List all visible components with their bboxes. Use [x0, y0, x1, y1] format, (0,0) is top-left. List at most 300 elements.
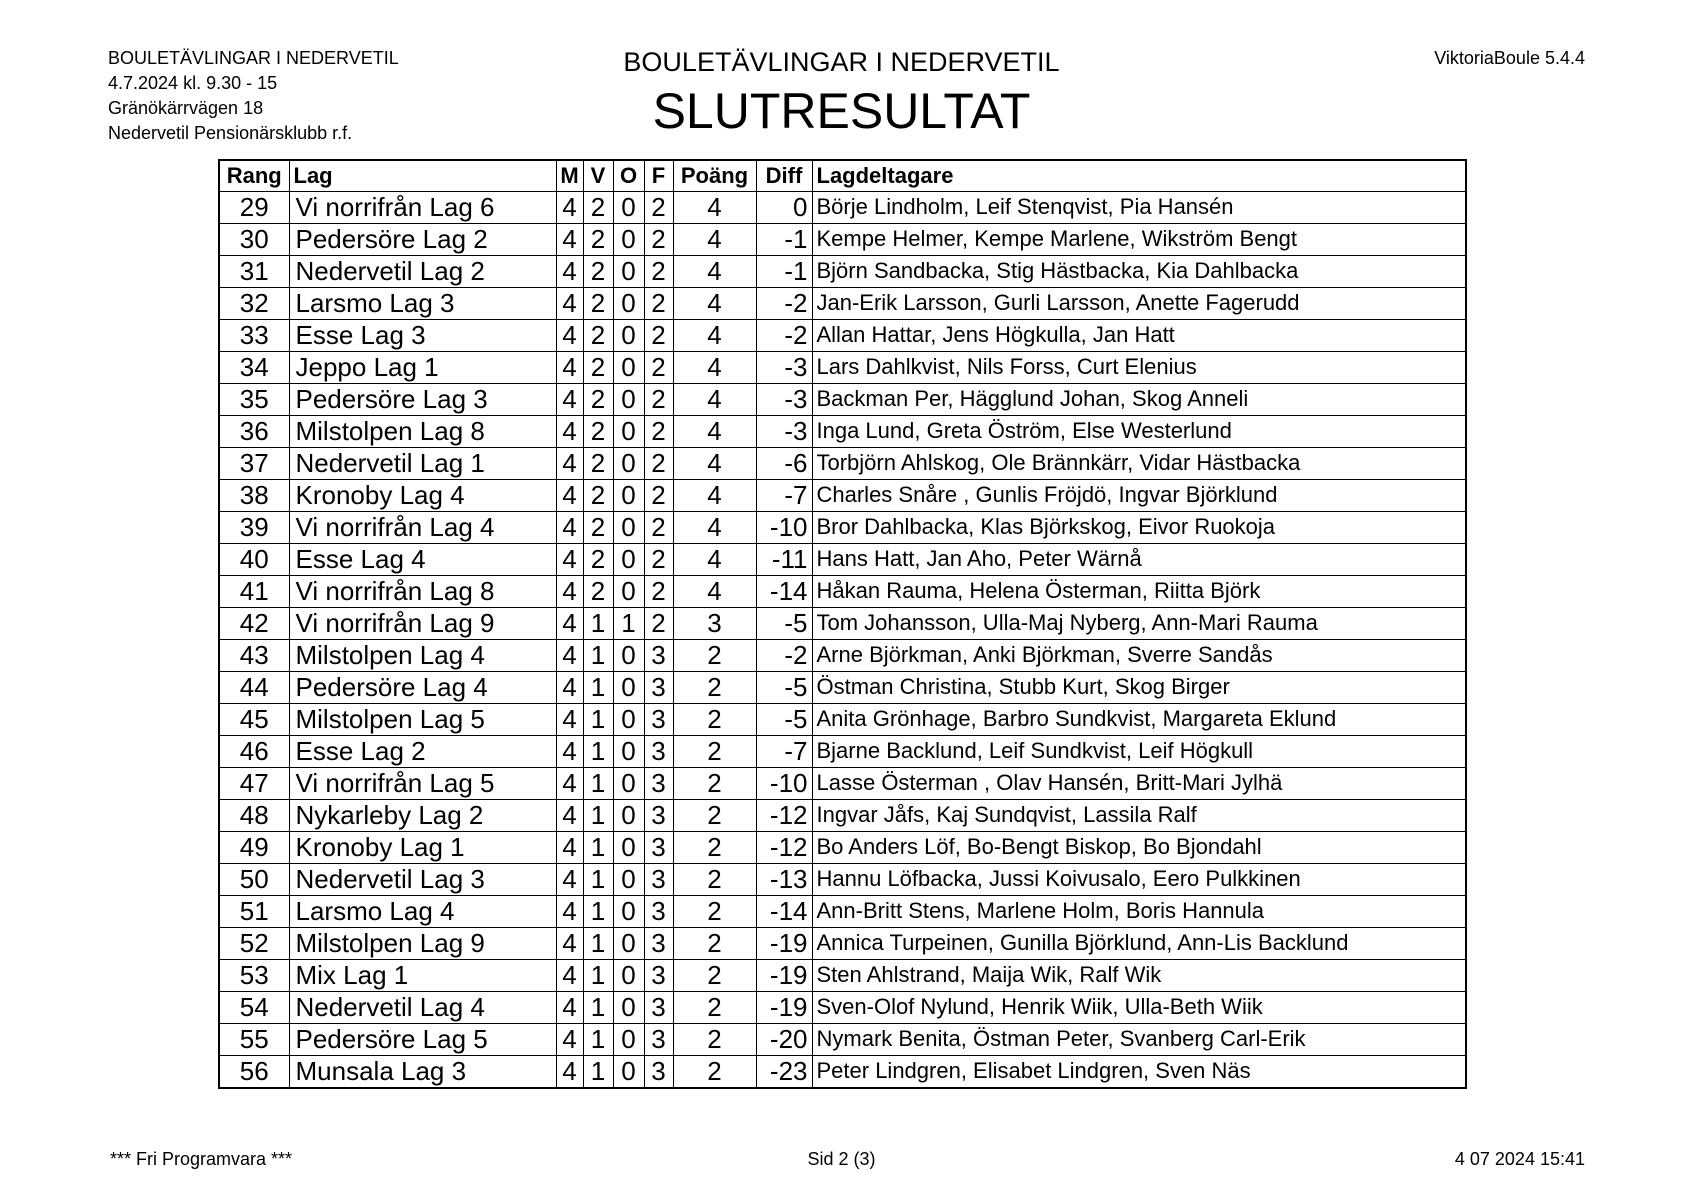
cell-o: 0: [613, 383, 644, 415]
cell-diff: -2: [756, 319, 812, 351]
cell-poang: 2: [673, 639, 756, 671]
cell-poang: 4: [673, 223, 756, 255]
cell-lagdeltagare: Annica Turpeinen, Gunilla Björklund, Ann-Lis Backlund: [812, 927, 1466, 959]
cell-lagdeltagare: Håkan Rauma, Helena Österman, Riitta Björk: [812, 575, 1466, 607]
cell-v: 2: [583, 511, 613, 543]
cell-f: 3: [644, 1023, 673, 1055]
cell-lag: Esse Lag 3: [289, 319, 556, 351]
cell-m: 4: [556, 991, 583, 1023]
cell-m: 4: [556, 543, 583, 575]
cell-rang: 54: [219, 991, 289, 1023]
cell-v: 2: [583, 543, 613, 575]
cell-lagdeltagare: Backman Per, Hägglund Johan, Skog Anneli: [812, 383, 1466, 415]
cell-o: 0: [613, 959, 644, 991]
col-header-lag: Lag: [289, 160, 556, 191]
cell-poang: 4: [673, 415, 756, 447]
table-row: [219, 1023, 1466, 1055]
cell-v: 1: [583, 927, 613, 959]
page-subtitle: SLUTRESULTAT: [652, 83, 1031, 139]
cell-lagdeltagare: Börje Lindholm, Leif Stenqvist, Pia Hansén: [812, 191, 1466, 223]
cell-o: 0: [613, 1023, 644, 1055]
cell-poang: 3: [673, 607, 756, 639]
table-row: [219, 319, 1466, 351]
cell-o: 0: [613, 735, 644, 767]
col-header-rang: Rang: [219, 160, 289, 191]
cell-diff: -3: [756, 351, 812, 383]
table-row: [219, 767, 1466, 799]
cell-poang: 4: [673, 191, 756, 223]
cell-v: 1: [583, 863, 613, 895]
cell-f: 2: [644, 543, 673, 575]
cell-lag: Pedersöre Lag 5: [289, 1023, 556, 1055]
cell-lag: Milstolpen Lag 8: [289, 415, 556, 447]
table-row: [219, 415, 1466, 447]
cell-lag: Nedervetil Lag 4: [289, 991, 556, 1023]
table-row: [219, 703, 1466, 735]
cell-lag: Nykarleby Lag 2: [289, 799, 556, 831]
col-header-v: V: [583, 160, 613, 191]
cell-rang: 53: [219, 959, 289, 991]
cell-f: 3: [644, 831, 673, 863]
cell-f: 2: [644, 575, 673, 607]
table-row: [219, 863, 1466, 895]
cell-diff: -19: [756, 991, 812, 1023]
cell-lagdeltagare: Charles Snåre , Gunlis Fröjdö, Ingvar Björklund: [812, 479, 1466, 511]
cell-lagdeltagare: Bjarne Backlund, Leif Sundkvist, Leif Högkull: [812, 735, 1466, 767]
cell-v: 1: [583, 703, 613, 735]
cell-f: 2: [644, 287, 673, 319]
cell-rang: 51: [219, 895, 289, 927]
cell-v: 2: [583, 255, 613, 287]
table-row: [219, 895, 1466, 927]
cell-diff: -1: [756, 223, 812, 255]
cell-f: 3: [644, 991, 673, 1023]
cell-diff: -5: [756, 671, 812, 703]
cell-m: 4: [556, 703, 583, 735]
cell-f: 3: [644, 895, 673, 927]
cell-lagdeltagare: Ann-Britt Stens, Marlene Holm, Boris Hannula: [812, 895, 1466, 927]
cell-diff: -14: [756, 575, 812, 607]
cell-poang: 2: [673, 1023, 756, 1055]
table-row: [219, 447, 1466, 479]
cell-o: 0: [613, 191, 644, 223]
table-row: [219, 799, 1466, 831]
cell-o: 0: [613, 1055, 644, 1088]
cell-diff: -23: [756, 1055, 812, 1088]
table-row: [219, 255, 1466, 287]
cell-lagdeltagare: Anita Grönhage, Barbro Sundkvist, Margareta Eklund: [812, 703, 1466, 735]
table-row: [219, 831, 1466, 863]
cell-lagdeltagare: Hannu Löfbacka, Jussi Koivusalo, Eero Pulkkinen: [812, 863, 1466, 895]
cell-poang: 4: [673, 287, 756, 319]
cell-rang: 37: [219, 447, 289, 479]
cell-f: 3: [644, 703, 673, 735]
cell-diff: -5: [756, 607, 812, 639]
cell-v: 1: [583, 639, 613, 671]
cell-f: 2: [644, 351, 673, 383]
cell-lagdeltagare: Lasse Österman , Olav Hansén, Britt-Mari Jylhä: [812, 767, 1466, 799]
cell-v: 2: [583, 319, 613, 351]
table-row: [219, 191, 1466, 223]
cell-rang: 50: [219, 863, 289, 895]
cell-v: 1: [583, 991, 613, 1023]
table-row: [219, 991, 1466, 1023]
cell-o: 0: [613, 767, 644, 799]
cell-f: 2: [644, 479, 673, 511]
cell-lag: Pedersöre Lag 4: [289, 671, 556, 703]
cell-o: 0: [613, 479, 644, 511]
cell-lag: Munsala Lag 3: [289, 1055, 556, 1088]
cell-diff: -11: [756, 543, 812, 575]
cell-lag: Nedervetil Lag 3: [289, 863, 556, 895]
cell-f: 2: [644, 255, 673, 287]
cell-f: 2: [644, 607, 673, 639]
cell-diff: -2: [756, 639, 812, 671]
cell-m: 4: [556, 959, 583, 991]
cell-diff: -19: [756, 959, 812, 991]
cell-o: 0: [613, 799, 644, 831]
cell-rang: 40: [219, 543, 289, 575]
cell-f: 2: [644, 319, 673, 351]
cell-poang: 4: [673, 319, 756, 351]
software-version: ViktoriaBoule 5.4.4: [1434, 48, 1585, 68]
cell-m: 4: [556, 191, 583, 223]
cell-v: 1: [583, 607, 613, 639]
cell-v: 1: [583, 1023, 613, 1055]
cell-rang: 42: [219, 607, 289, 639]
cell-rang: 33: [219, 319, 289, 351]
cell-o: 0: [613, 511, 644, 543]
cell-lag: Milstolpen Lag 4: [289, 639, 556, 671]
cell-diff: -12: [756, 831, 812, 863]
cell-rang: 45: [219, 703, 289, 735]
cell-f: 2: [644, 415, 673, 447]
cell-poang: 2: [673, 895, 756, 927]
cell-v: 1: [583, 1055, 613, 1088]
results-table: [218, 159, 1467, 1089]
cell-lag: Esse Lag 4: [289, 543, 556, 575]
cell-rang: 32: [219, 287, 289, 319]
print-timestamp: 4 07 2024 15:41: [1454, 1149, 1585, 1169]
cell-lag: Vi norrifrån Lag 5: [289, 767, 556, 799]
cell-o: 0: [613, 863, 644, 895]
header-line-event: BOULETÄVLINGAR I NEDERVETIL: [108, 48, 399, 68]
cell-diff: -2: [756, 287, 812, 319]
cell-lagdeltagare: Tom Johansson, Ulla-Maj Nyberg, Ann-Mari Rauma: [812, 607, 1466, 639]
cell-m: 4: [556, 863, 583, 895]
cell-f: 3: [644, 671, 673, 703]
table-row: [219, 735, 1466, 767]
cell-m: 4: [556, 287, 583, 319]
cell-lagdeltagare: Sven-Olof Nylund, Henrik Wiik, Ulla-Beth Wiik: [812, 991, 1466, 1023]
cell-diff: -10: [756, 511, 812, 543]
table-row: [219, 927, 1466, 959]
cell-lag: Larsmo Lag 3: [289, 287, 556, 319]
cell-lag: Kronoby Lag 4: [289, 479, 556, 511]
col-header-diff: Diff: [756, 160, 812, 191]
cell-lag: Vi norrifrån Lag 9: [289, 607, 556, 639]
cell-lag: Esse Lag 2: [289, 735, 556, 767]
cell-m: 4: [556, 607, 583, 639]
cell-f: 3: [644, 927, 673, 959]
cell-lagdeltagare: Hans Hatt, Jan Aho, Peter Wärnå: [812, 543, 1466, 575]
cell-lagdeltagare: Kempe Helmer, Kempe Marlene, Wikström Bengt: [812, 223, 1466, 255]
cell-v: 1: [583, 735, 613, 767]
cell-f: 3: [644, 1055, 673, 1088]
cell-m: 4: [556, 223, 583, 255]
cell-o: 1: [613, 607, 644, 639]
cell-lag: Vi norrifrån Lag 4: [289, 511, 556, 543]
cell-v: 1: [583, 671, 613, 703]
cell-o: 0: [613, 319, 644, 351]
cell-f: 3: [644, 863, 673, 895]
cell-diff: -3: [756, 415, 812, 447]
cell-f: 3: [644, 767, 673, 799]
cell-f: 2: [644, 447, 673, 479]
cell-poang: 2: [673, 767, 756, 799]
cell-o: 0: [613, 895, 644, 927]
col-header-poang: Poäng: [673, 160, 756, 191]
cell-v: 2: [583, 351, 613, 383]
cell-v: 2: [583, 575, 613, 607]
table-row: [219, 671, 1466, 703]
cell-lag: Pedersöre Lag 2: [289, 223, 556, 255]
page-title: BOULETÄVLINGAR I NEDERVETIL: [623, 47, 1060, 77]
cell-lag: Kronoby Lag 1: [289, 831, 556, 863]
header-title-block: [0, 46, 1683, 140]
cell-m: 4: [556, 511, 583, 543]
cell-lag: Nedervetil Lag 1: [289, 447, 556, 479]
cell-v: 1: [583, 959, 613, 991]
cell-diff: -5: [756, 703, 812, 735]
cell-o: 0: [613, 287, 644, 319]
cell-lagdeltagare: Allan Hattar, Jens Högkulla, Jan Hatt: [812, 319, 1466, 351]
cell-lagdeltagare: Bror Dahlbacka, Klas Björkskog, Eivor Ruokoja: [812, 511, 1466, 543]
cell-m: 4: [556, 575, 583, 607]
cell-diff: -6: [756, 447, 812, 479]
cell-lagdeltagare: Torbjörn Ahlskog, Ole Brännkärr, Vidar Hästbacka: [812, 447, 1466, 479]
footer-left: *** Fri Programvara ***: [110, 1149, 293, 1169]
cell-o: 0: [613, 991, 644, 1023]
cell-diff: -12: [756, 799, 812, 831]
cell-rang: 34: [219, 351, 289, 383]
cell-m: 4: [556, 735, 583, 767]
table-row: [219, 287, 1466, 319]
cell-m: 4: [556, 639, 583, 671]
cell-poang: 4: [673, 511, 756, 543]
cell-m: 4: [556, 351, 583, 383]
col-header-lagdeltagare: Lagdeltagare: [812, 160, 1466, 191]
cell-lagdeltagare: Lars Dahlkvist, Nils Forss, Curt Elenius: [812, 351, 1466, 383]
cell-m: 4: [556, 831, 583, 863]
cell-m: 4: [556, 799, 583, 831]
cell-poang: 4: [673, 543, 756, 575]
cell-rang: 56: [219, 1055, 289, 1088]
cell-v: 2: [583, 223, 613, 255]
cell-lag: Vi norrifrån Lag 6: [289, 191, 556, 223]
table-row: [219, 351, 1466, 383]
cell-v: 2: [583, 415, 613, 447]
cell-v: 1: [583, 799, 613, 831]
cell-lag: Jeppo Lag 1: [289, 351, 556, 383]
cell-rang: 36: [219, 415, 289, 447]
cell-rang: 38: [219, 479, 289, 511]
cell-rang: 41: [219, 575, 289, 607]
cell-diff: -14: [756, 895, 812, 927]
cell-diff: -19: [756, 927, 812, 959]
cell-o: 0: [613, 575, 644, 607]
cell-lagdeltagare: Ingvar Jåfs, Kaj Sundqvist, Lassila Ralf: [812, 799, 1466, 831]
cell-lagdeltagare: Peter Lindgren, Elisabet Lindgren, Sven Näs: [812, 1055, 1466, 1088]
table-row: [219, 607, 1466, 639]
cell-m: 4: [556, 415, 583, 447]
cell-diff: -7: [756, 479, 812, 511]
cell-o: 0: [613, 639, 644, 671]
cell-rang: 49: [219, 831, 289, 863]
cell-m: 4: [556, 383, 583, 415]
cell-poang: 4: [673, 575, 756, 607]
cell-o: 0: [613, 927, 644, 959]
cell-m: 4: [556, 319, 583, 351]
cell-f: 3: [644, 735, 673, 767]
cell-f: 3: [644, 959, 673, 991]
cell-poang: 4: [673, 383, 756, 415]
cell-f: 2: [644, 383, 673, 415]
col-header-f: F: [644, 160, 673, 191]
cell-v: 1: [583, 895, 613, 927]
cell-poang: 2: [673, 703, 756, 735]
cell-poang: 2: [673, 831, 756, 863]
cell-o: 0: [613, 415, 644, 447]
cell-poang: 2: [673, 927, 756, 959]
cell-rang: 43: [219, 639, 289, 671]
cell-f: 2: [644, 511, 673, 543]
cell-m: 4: [556, 1055, 583, 1088]
cell-lagdeltagare: Nymark Benita, Östman Peter, Svanberg Carl-Erik: [812, 1023, 1466, 1055]
cell-rang: 44: [219, 671, 289, 703]
cell-diff: -1: [756, 255, 812, 287]
cell-lagdeltagare: Jan-Erik Larsson, Gurli Larsson, Anette Fagerudd: [812, 287, 1466, 319]
cell-f: 2: [644, 191, 673, 223]
cell-f: 2: [644, 223, 673, 255]
cell-rang: 46: [219, 735, 289, 767]
cell-lag: Vi norrifrån Lag 8: [289, 575, 556, 607]
cell-m: 4: [556, 447, 583, 479]
cell-diff: 0: [756, 191, 812, 223]
cell-lagdeltagare: Arne Björkman, Anki Björkman, Sverre Sandås: [812, 639, 1466, 671]
table-row: [219, 575, 1466, 607]
cell-diff: -13: [756, 863, 812, 895]
table-row: [219, 1055, 1466, 1088]
table-row: [219, 383, 1466, 415]
cell-f: 3: [644, 639, 673, 671]
cell-poang: 4: [673, 479, 756, 511]
cell-poang: 2: [673, 863, 756, 895]
cell-f: 3: [644, 799, 673, 831]
cell-m: 4: [556, 255, 583, 287]
header-line-date: 4.7.2024 kl. 9.30 - 15: [108, 73, 278, 93]
cell-m: 4: [556, 671, 583, 703]
cell-lag: Mix Lag 1: [289, 959, 556, 991]
cell-o: 0: [613, 671, 644, 703]
cell-rang: 29: [219, 191, 289, 223]
header-line-club: Nedervetil Pensionärsklubb r.f.: [108, 123, 353, 143]
cell-rang: 47: [219, 767, 289, 799]
cell-v: 2: [583, 479, 613, 511]
table-row: [219, 959, 1466, 991]
cell-diff: -7: [756, 735, 812, 767]
cell-v: 2: [583, 447, 613, 479]
cell-rang: 48: [219, 799, 289, 831]
cell-o: 0: [613, 543, 644, 575]
cell-lag: Pedersöre Lag 3: [289, 383, 556, 415]
cell-lagdeltagare: Inga Lund, Greta Öström, Else Westerlund: [812, 415, 1466, 447]
cell-m: 4: [556, 479, 583, 511]
cell-v: 1: [583, 767, 613, 799]
table-row: [219, 639, 1466, 671]
cell-poang: 4: [673, 255, 756, 287]
cell-m: 4: [556, 767, 583, 799]
cell-o: 0: [613, 447, 644, 479]
cell-v: 1: [583, 831, 613, 863]
cell-lag: Milstolpen Lag 5: [289, 703, 556, 735]
cell-o: 0: [613, 703, 644, 735]
cell-m: 4: [556, 895, 583, 927]
cell-diff: -10: [756, 767, 812, 799]
cell-rang: 55: [219, 1023, 289, 1055]
cell-lagdeltagare: Björn Sandbacka, Stig Hästbacka, Kia Dahlbacka: [812, 255, 1466, 287]
cell-lagdeltagare: Bo Anders Löf, Bo-Bengt Biskop, Bo Bjondahl: [812, 831, 1466, 863]
cell-rang: 30: [219, 223, 289, 255]
cell-v: 2: [583, 383, 613, 415]
table-row: [219, 223, 1466, 255]
cell-v: 2: [583, 287, 613, 319]
table-row: [219, 511, 1466, 543]
cell-lag: Milstolpen Lag 9: [289, 927, 556, 959]
cell-m: 4: [556, 1023, 583, 1055]
cell-rang: 39: [219, 511, 289, 543]
cell-poang: 4: [673, 447, 756, 479]
cell-o: 0: [613, 351, 644, 383]
cell-rang: 52: [219, 927, 289, 959]
table-row: [219, 479, 1466, 511]
cell-poang: 2: [673, 799, 756, 831]
cell-poang: 4: [673, 351, 756, 383]
col-header-o: O: [613, 160, 644, 191]
col-header-m: M: [556, 160, 583, 191]
cell-m: 4: [556, 927, 583, 959]
cell-rang: 31: [219, 255, 289, 287]
cell-lagdeltagare: Sten Ahlstrand, Maija Wik, Ralf Wik: [812, 959, 1466, 991]
table-header-row: [219, 160, 1466, 191]
table-row: [219, 543, 1466, 575]
cell-poang: 2: [673, 991, 756, 1023]
cell-lagdeltagare: Östman Christina, Stubb Kurt, Skog Birger: [812, 671, 1466, 703]
cell-lag: Nedervetil Lag 2: [289, 255, 556, 287]
cell-poang: 2: [673, 959, 756, 991]
cell-lag: Larsmo Lag 4: [289, 895, 556, 927]
cell-diff: -3: [756, 383, 812, 415]
page-number: Sid 2 (3): [807, 1149, 876, 1169]
cell-poang: 2: [673, 1055, 756, 1088]
cell-v: 2: [583, 191, 613, 223]
cell-poang: 2: [673, 671, 756, 703]
cell-o: 0: [613, 255, 644, 287]
cell-diff: -20: [756, 1023, 812, 1055]
header-line-address: Gränökärrvägen 18: [108, 98, 264, 118]
cell-poang: 2: [673, 735, 756, 767]
results-body: [219, 191, 1466, 1088]
